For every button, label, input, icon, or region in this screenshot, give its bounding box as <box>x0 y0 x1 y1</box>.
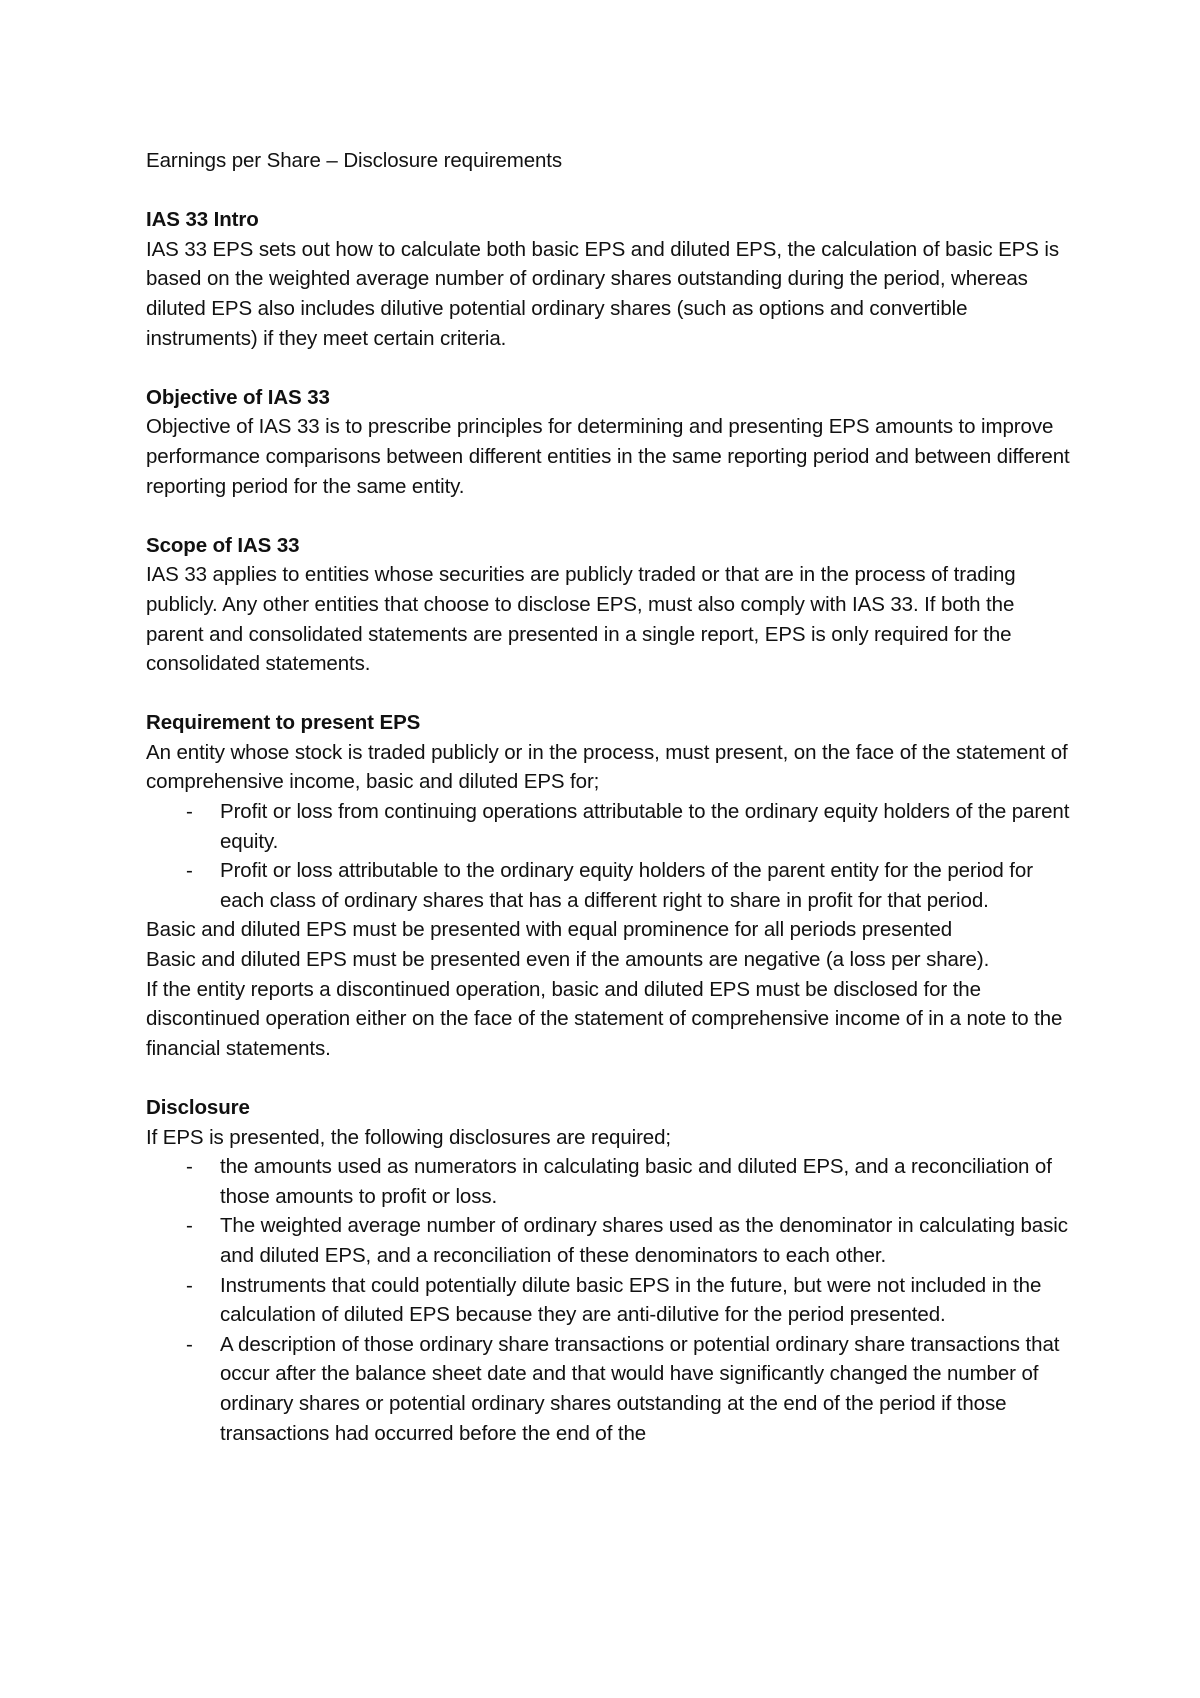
requirement-note-1: Basic and diluted EPS must be presented with equal prominence for all periods presented <box>146 918 953 942</box>
spacer <box>146 176 1076 206</box>
list-item-text: Profit or loss attributable to the ordinary equity holders of the parent entity for the period for each class of ordinary shares that has a different right to share in profit for that period. <box>220 859 1033 912</box>
spacer <box>146 353 1076 383</box>
bullet-dash: - <box>186 800 193 824</box>
section-heading-requirement: Requirement to present EPS <box>146 711 421 735</box>
section-heading-objective: Objective of IAS 33 <box>146 385 330 409</box>
list-item-text: Profit or loss from continuing operations attributable to the ordinary equity holders of the parent equity. <box>220 800 1070 853</box>
section-heading-scope: Scope of IAS 33 <box>146 533 300 557</box>
requirement-bullet-list <box>146 797 1076 915</box>
bullet-dash: - <box>186 1214 193 1238</box>
section-body-intro: IAS 33 EPS sets out how to calculate both basic EPS and diluted EPS, the calculation of basic EPS is based on the weighted average number of ordinary shares outstanding during the period, whereas diluted EPS also includes dilutive potential ordinary shares (such as options and convertible instruments) if they meet certain criteria. <box>146 237 1060 350</box>
spacer <box>146 501 1076 531</box>
list-item <box>146 797 1076 856</box>
section-body-disclosure: If EPS is presented, the following disclosures are required; <box>146 1125 671 1149</box>
section-heading-disclosure: Disclosure <box>146 1096 250 1119</box>
section-body-objective: Objective of IAS 33 is to prescribe principles for determining and presenting EPS amounts to improve performance comparisons between different entities in the same reporting period and between different reporting period for the same entity. <box>146 415 1070 498</box>
section-body-requirement: An entity whose stock is traded publicly or in the process, must present, on the face of the statement of comprehensive income, basic and diluted EPS for; <box>146 740 1068 794</box>
list-item-text: Instruments that could potentially dilute basic EPS in the future, but were not included in the calculation of diluted EPS because they are anti-dilutive for the period presented. <box>220 1273 1042 1327</box>
bullet-dash: - <box>186 1332 193 1356</box>
list-item-text: the amounts used as numerators in calculating basic and diluted EPS, and a reconciliation of those amounts to profit or loss. <box>220 1155 1052 1208</box>
document-title: Earnings per Share – Disclosure requirements <box>146 149 563 172</box>
document-body <box>146 146 1076 1448</box>
requirement-note-2: Basic and diluted EPS must be presented even if the amounts are negative (a loss per share). <box>146 948 990 972</box>
list-item <box>146 856 1076 915</box>
list-item-text: The weighted average number of ordinary shares used as the denominator in calculating basic and diluted EPS, and a reconciliation of these denominators to each other. <box>220 1214 1068 1267</box>
section-body-scope: IAS 33 applies to entities whose securities are publicly traded or that are in the process of trading publicly. Any other entities that choose to disclose EPS, must also comply with IAS 33. If both the parent and consolidated statements are presented in a single report, EPS is only required for the consolidated statements. <box>146 563 1016 676</box>
spacer <box>146 1063 1076 1093</box>
list-item <box>146 1330 1076 1448</box>
list-item <box>146 1211 1076 1270</box>
spacer <box>146 679 1076 709</box>
section-heading-intro: IAS 33 Intro <box>146 208 259 232</box>
list-item <box>146 1152 1076 1211</box>
list-item-text: A description of those ordinary share transactions or potential ordinary share transactions that occur after the balance sheet date and that would have significantly changed the number of ordinary shares or potential ordinary shares outstanding at the end of the period if those transactions had occurred before the end of the <box>220 1332 1060 1445</box>
disclosure-bullet-list <box>146 1152 1076 1448</box>
bullet-dash: - <box>186 859 193 883</box>
bullet-dash: - <box>186 1273 193 1297</box>
requirement-note-3: If the entity reports a discontinued operation, basic and diluted EPS must be disclosed for the discontinued operation either on the face of the statement of comprehensive income of in a note to the financial statements. <box>146 977 1063 1060</box>
bullet-dash: - <box>186 1155 193 1179</box>
list-item <box>146 1271 1076 1330</box>
